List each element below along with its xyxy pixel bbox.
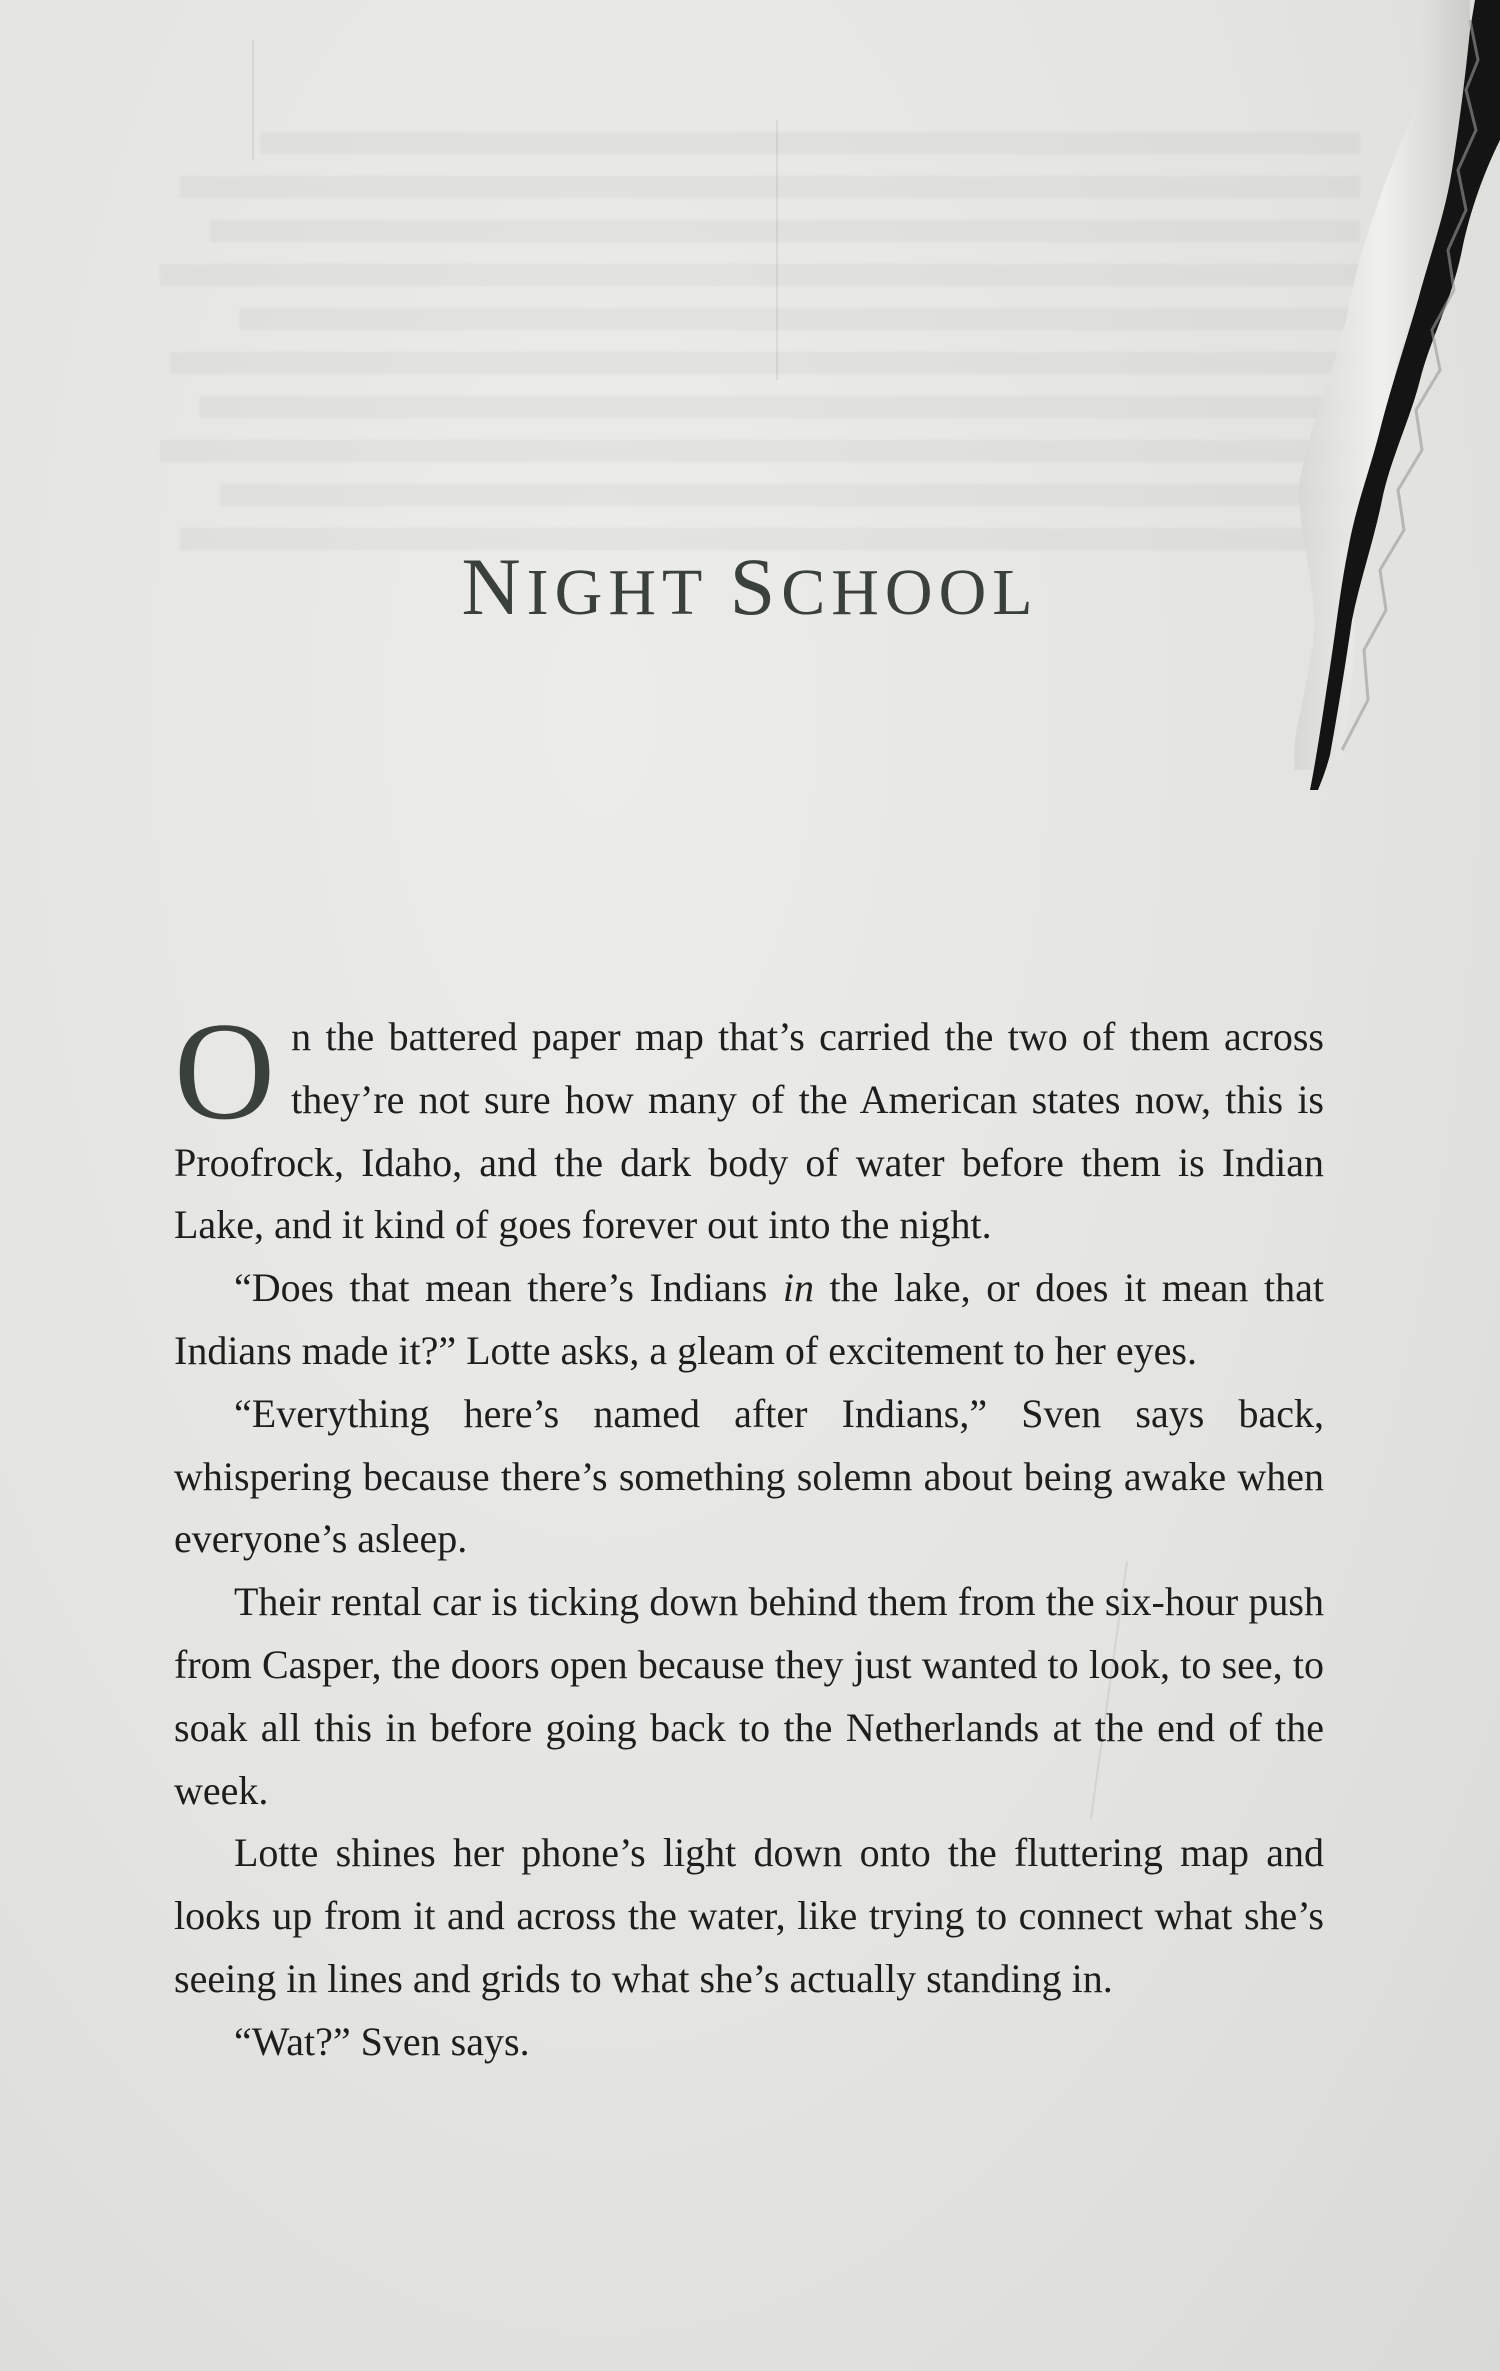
paragraph: Their rental car is ticking down behind them from the six-hour push from Casper, the doors open because they just wanted to look, to see, to soak all this in before going back to the Netherlands at the end of the week. [174, 1579, 1324, 1813]
paper-crease [252, 40, 254, 160]
paragraph: “Does that mean there’s Indians in the lake, or does it mean that Indians made it?” Lotte asks, a gleam of excitement to her eyes. [174, 1265, 1324, 1373]
title-initial: N [461, 541, 527, 632]
bleed-through-texture [120, 110, 1360, 572]
body-text [174, 994, 1324, 2074]
title-initial: S [729, 541, 782, 632]
torn-paper-icon [1270, 0, 1500, 790]
title-word: CHOOL [781, 556, 1039, 629]
paragraph: Lotte shines her phone’s light down onto the fluttering map and looks up from it and across the water, like trying to connect what she’s seeing in lines and grids to what she’s actually standing in. [174, 1830, 1324, 2001]
paper-crease [776, 120, 778, 380]
paragraph: “Everything here’s named after Indians,” Sven says back, whispering because there’s something solemn about being awake when everyone’s asleep. [174, 1390, 1324, 1562]
drop-cap: O [174, 994, 276, 1149]
title-word: IGHT [526, 556, 730, 629]
chapter-title [0, 540, 1500, 634]
paragraph: On the battered paper map that’s carried the two of them across they’re not sure how many of the American states now, this is Proofrock, Idaho, and the dark body of water before them is Indian Lake, and it kind of goes forever out into the night. [174, 994, 1324, 1248]
paragraph: “Wat?” Sven says. [234, 2018, 530, 2064]
